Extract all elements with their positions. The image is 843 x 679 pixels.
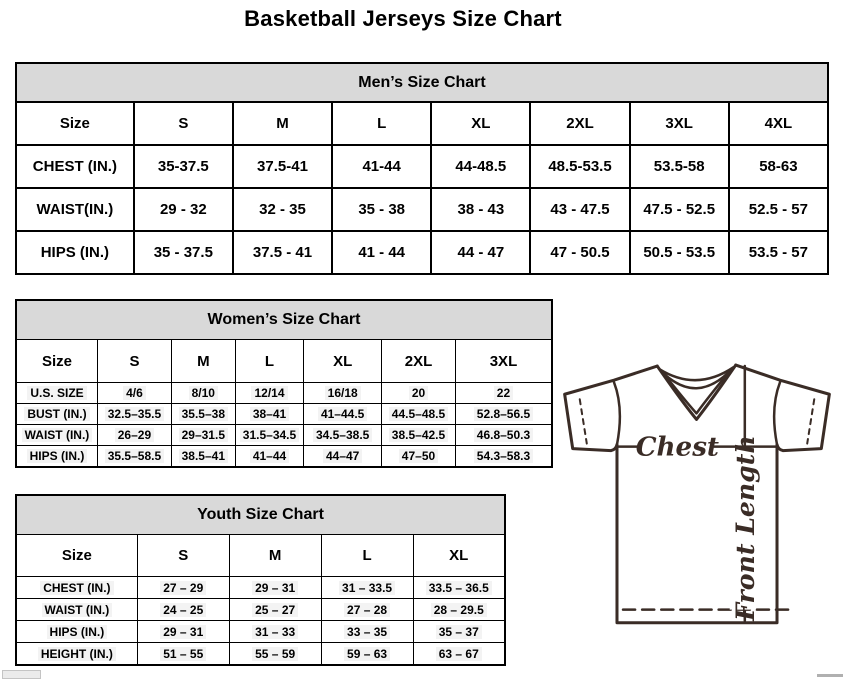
cell-text: HIPS (IN.) <box>47 625 108 639</box>
size-value-cell: 52.5 - 57 <box>729 188 828 231</box>
cell-text: 31.5–34.5 <box>240 428 299 442</box>
size-value-cell <box>229 599 321 621</box>
measure-label: CHEST (IN.) <box>16 145 134 188</box>
cell-text: CHEST (IN.) <box>40 581 113 595</box>
size-value-cell <box>413 621 505 643</box>
size-value-cell <box>229 643 321 666</box>
mens-size-table <box>15 62 829 275</box>
left-sleeve-seam <box>614 382 620 444</box>
front-length-label: Front Length <box>729 435 760 621</box>
cell-text: 31 – 33 <box>252 625 298 639</box>
cell-text: 31 – 33.5 <box>339 581 395 595</box>
size-value-cell <box>321 599 413 621</box>
size-value-cell <box>137 643 229 666</box>
size-header-cell: XL <box>304 340 382 383</box>
cell-text: 47–50 <box>399 449 438 463</box>
size-value-cell <box>235 404 304 425</box>
size-value-cell <box>137 577 229 599</box>
size-value-cell: 47.5 - 52.5 <box>630 188 729 231</box>
size-header-cell: S <box>97 340 171 383</box>
left-cuff-dashed-line <box>580 399 587 443</box>
page-title: Basketball Jerseys Size Chart <box>244 6 562 31</box>
cell-text: 29 – 31 <box>160 625 206 639</box>
size-header-cell: Size <box>16 102 134 145</box>
cell-text: 8/10 <box>189 386 218 400</box>
right-sleeve-seam <box>774 382 780 444</box>
womens-size-table <box>15 299 553 468</box>
size-value-cell <box>171 425 235 446</box>
size-header-cell: 2XL <box>382 340 456 383</box>
cell-text: 63 – 67 <box>436 647 482 661</box>
cell-text: 35.5–38 <box>179 407 228 421</box>
cell-text: 38–41 <box>250 407 289 421</box>
size-value-cell: 44-48.5 <box>431 145 530 188</box>
size-value-cell <box>382 446 456 468</box>
size-value-cell <box>97 383 171 404</box>
size-value-cell: 50.5 - 53.5 <box>630 231 729 274</box>
size-value-cell <box>97 404 171 425</box>
cell-text: 44.5–48.5 <box>389 407 448 421</box>
cell-text: 54.3–58.3 <box>474 449 533 463</box>
size-header-cell: 3XL <box>630 102 729 145</box>
size-value-cell <box>321 577 413 599</box>
cell-text: 26–29 <box>115 428 154 442</box>
size-value-cell <box>235 446 304 468</box>
size-value-cell <box>455 446 552 468</box>
cell-text: 20 <box>409 386 428 400</box>
size-value-cell <box>171 383 235 404</box>
size-value-cell <box>455 383 552 404</box>
cell-text: 55 – 59 <box>252 647 298 661</box>
size-header-cell: S <box>137 535 229 577</box>
size-value-cell: 48.5-53.5 <box>530 145 629 188</box>
cell-text: 52.8–56.5 <box>474 407 533 421</box>
measure-label <box>16 577 137 599</box>
cell-text: 59 – 63 <box>344 647 390 661</box>
size-value-cell <box>97 446 171 468</box>
size-value-cell <box>382 425 456 446</box>
size-value-cell <box>413 643 505 666</box>
chest-label: Chest <box>635 431 720 463</box>
cell-text: WAIST (IN.) <box>42 603 113 617</box>
size-value-cell <box>455 425 552 446</box>
cell-text: 38.5–41 <box>179 449 228 463</box>
cell-text: 4/6 <box>123 386 146 400</box>
cell-text: 29 – 31 <box>252 581 298 595</box>
cell-text: 44–47 <box>323 449 362 463</box>
measure-label <box>16 425 97 446</box>
size-value-cell <box>413 599 505 621</box>
size-value-cell: 44 - 47 <box>431 231 530 274</box>
cell-text: 32.5–35.5 <box>105 407 164 421</box>
size-value-cell: 53.5 - 57 <box>729 231 828 274</box>
measure-label <box>16 643 137 666</box>
cell-text: BUST (IN.) <box>24 407 89 421</box>
cell-text: U.S. SIZE <box>27 386 86 400</box>
size-value-cell: 35-37.5 <box>134 145 233 188</box>
cell-text: 27 – 29 <box>160 581 206 595</box>
measure-label <box>16 621 137 643</box>
size-value-cell <box>304 383 382 404</box>
size-value-cell <box>413 577 505 599</box>
size-header-cell: L <box>235 340 304 383</box>
jersey-outline <box>565 365 830 623</box>
size-value-cell <box>235 425 304 446</box>
measure-label: WAIST(IN.) <box>16 188 134 231</box>
cell-text: 35.5–58.5 <box>105 449 164 463</box>
cell-text: 12/14 <box>251 386 287 400</box>
size-value-cell: 43 - 47.5 <box>530 188 629 231</box>
youth-table-title: Youth Size Chart <box>16 495 505 535</box>
cell-text: 24 – 25 <box>160 603 206 617</box>
size-value-cell <box>97 425 171 446</box>
size-value-cell: 53.5-58 <box>630 145 729 188</box>
cell-text: 16/18 <box>325 386 361 400</box>
cell-text: 34.5–38.5 <box>313 428 372 442</box>
size-value-cell: 35 - 37.5 <box>134 231 233 274</box>
size-value-cell: 37.5-41 <box>233 145 332 188</box>
size-value-cell <box>382 404 456 425</box>
size-value-cell <box>137 599 229 621</box>
size-header-cell: M <box>229 535 321 577</box>
size-header-cell: M <box>171 340 235 383</box>
size-header-cell: 3XL <box>455 340 552 383</box>
size-header-cell: XL <box>413 535 505 577</box>
youth-size-table <box>15 494 506 666</box>
measure-label <box>16 383 97 404</box>
size-value-cell <box>321 643 413 666</box>
size-value-cell <box>229 577 321 599</box>
right-cuff-dashed-line <box>807 399 814 443</box>
cell-text: HIPS (IN.) <box>27 449 88 463</box>
size-value-cell: 32 - 35 <box>233 188 332 231</box>
cell-text: 25 – 27 <box>252 603 298 617</box>
size-value-cell <box>171 446 235 468</box>
size-value-cell: 58-63 <box>729 145 828 188</box>
size-value-cell <box>304 404 382 425</box>
size-value-cell: 35 - 38 <box>332 188 431 231</box>
size-value-cell <box>382 383 456 404</box>
cell-text: 46.8–50.3 <box>474 428 533 442</box>
measure-label: HIPS (IN.) <box>16 231 134 274</box>
cell-text: 41–44 <box>250 449 289 463</box>
scrollbar-track-fragment <box>817 674 843 677</box>
size-header-cell: Size <box>16 340 97 383</box>
size-header-cell: S <box>134 102 233 145</box>
collar-inner-line-3 <box>663 371 729 413</box>
size-value-cell: 41 - 44 <box>332 231 431 274</box>
mens-table-title: Men’s Size Chart <box>16 63 828 102</box>
cell-text: 51 – 55 <box>160 647 206 661</box>
cell-text: 29–31.5 <box>179 428 228 442</box>
size-value-cell: 47 - 50.5 <box>530 231 629 274</box>
size-header-cell: L <box>332 102 431 145</box>
size-value-cell <box>455 404 552 425</box>
cell-text: 35 – 37 <box>436 625 482 639</box>
size-value-cell: 29 - 32 <box>134 188 233 231</box>
size-header-cell: M <box>233 102 332 145</box>
size-value-cell <box>304 425 382 446</box>
cell-text: HEIGHT (IN.) <box>38 647 116 661</box>
cell-text: WAIST (IN.) <box>22 428 93 442</box>
size-value-cell <box>229 621 321 643</box>
jersey-diagram <box>558 356 836 668</box>
size-header-cell: 4XL <box>729 102 828 145</box>
cell-text: 27 – 28 <box>344 603 390 617</box>
size-value-cell <box>137 621 229 643</box>
size-value-cell: 37.5 - 41 <box>233 231 332 274</box>
cell-text: 22 <box>494 386 513 400</box>
cell-text: 33.5 – 36.5 <box>426 581 492 595</box>
cell-text: 41–44.5 <box>318 407 367 421</box>
cell-text: 38.5–42.5 <box>389 428 448 442</box>
scrollbar-thumb-fragment[interactable] <box>2 670 41 679</box>
size-value-cell <box>321 621 413 643</box>
size-header-cell: XL <box>431 102 530 145</box>
measure-label <box>16 599 137 621</box>
size-value-cell <box>171 404 235 425</box>
measure-label <box>16 446 97 468</box>
womens-table-title: Women’s Size Chart <box>16 300 552 340</box>
size-header-cell: L <box>321 535 413 577</box>
size-header-cell: 2XL <box>530 102 629 145</box>
measure-label <box>16 404 97 425</box>
cell-text: 28 – 29.5 <box>431 603 487 617</box>
size-value-cell: 41-44 <box>332 145 431 188</box>
size-value-cell: 38 - 43 <box>431 188 530 231</box>
size-value-cell <box>235 383 304 404</box>
cell-text: 33 – 35 <box>344 625 390 639</box>
size-value-cell <box>304 446 382 468</box>
size-header-cell: Size <box>16 535 137 577</box>
